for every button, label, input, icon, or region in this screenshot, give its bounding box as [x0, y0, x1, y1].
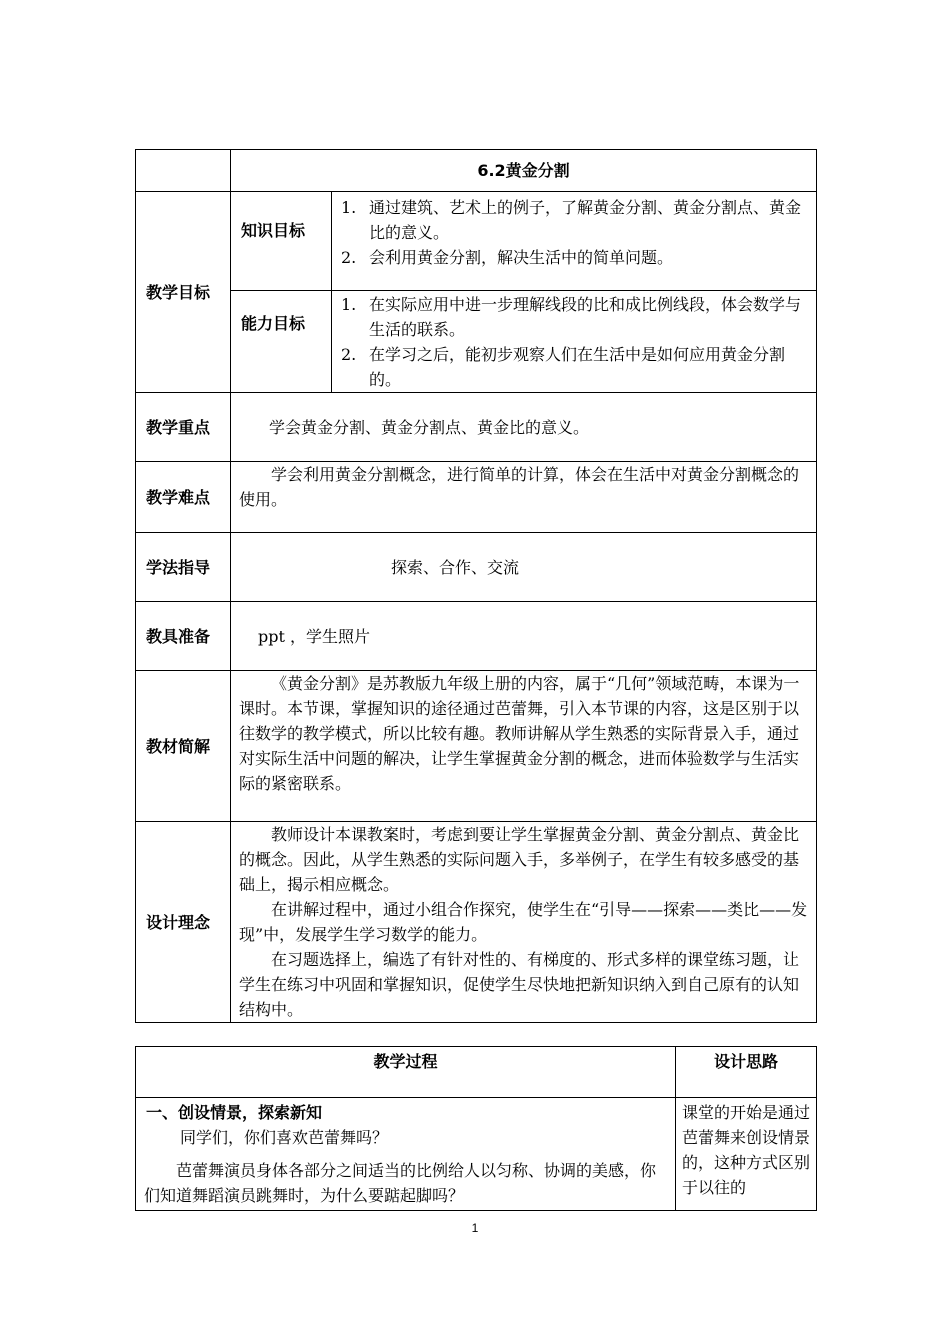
section-title: 一、创设情景，探索新知	[146, 1103, 323, 1122]
ability-objective-label: 能力目标	[231, 291, 332, 393]
difficulty-label: 教学难点	[136, 462, 231, 533]
knowledge-objective-label: 知识目标	[231, 192, 332, 291]
list-item: 2. 在学习之后，能初步观察人们在生活中是如何应用黄金分割的。	[341, 345, 786, 389]
list-item: 1. 通过建筑、艺术上的例子，了解黄金分割、黄金分割点、黄金比的意义。	[341, 198, 802, 242]
tools-label: 教具准备	[136, 602, 231, 671]
objectives-label: 教学目标	[136, 192, 231, 393]
difficulty-text: 学会利用黄金分割概念，进行简单的计算，体会在生活中对黄金分割概念的使用。	[239, 465, 800, 509]
material-cell	[231, 671, 817, 822]
lesson-title: 6.2黄金分割	[231, 150, 817, 192]
design-note: 课堂的开始是通过芭蕾舞来创设情景的，这种方式区别于以往的	[676, 1098, 817, 1211]
material-text: 《黄金分割》是苏教版九年级上册的内容，属于“几何”领域范畴，本课为一课时。本节课，掌握知识的途径通过芭蕾舞，引入本节课的内容，这是区别于以往数学的教学模式，所以比较有趣。教师讲解从学生熟悉的实际背景入手，通过对实际生活中问题的解决，让学生掌握黄金分割的概念，进而体验数学与生活实际的紧密联系。	[239, 674, 800, 793]
design-paragraph: 在习题选择上，编选了有针对性的、有梯度的、形式多样的课堂练习题，让学生在练习中巩固和掌握知识，促使学生尽快地把新知识纳入到自己原有的认知结构中。	[239, 950, 800, 1019]
ability-objectives	[332, 291, 817, 393]
key-point-text: 学会黄金分割、黄金分割点、黄金比的意义。	[231, 393, 817, 462]
design-cell	[231, 822, 817, 1023]
process-paragraph: 芭蕾舞演员身体各部分之间适当的比例给人以匀称、协调的美感，你们知道舞蹈演员跳舞时，为什么要踮起脚吗？	[144, 1161, 657, 1205]
knowledge-objectives	[332, 192, 817, 291]
difficulty-cell	[231, 462, 817, 533]
design-paragraph: 教师设计本课教案时，考虑到要让学生掌握黄金分割、黄金分割点、黄金比的概念。因此，从学生熟悉的实际问题入手，多举例子，在学生有较多感受的基础上，揭示相应概念。	[239, 825, 800, 894]
process-paragraph: 同学们，你们喜欢芭蕾舞吗？	[180, 1128, 389, 1147]
tools-text: ppt ，学生照片	[231, 602, 817, 671]
design-paragraph: 在讲解过程中，通过小组合作探究，使学生在“引导——探索——类比——发现”中，发展学生学习数学的能力。	[239, 900, 808, 944]
design-label: 设计理念	[136, 822, 231, 1023]
lesson-table	[135, 149, 817, 1023]
key-point-label: 教学重点	[136, 393, 231, 462]
list-item: 1. 在实际应用中进一步理解线段的比和成比例线段，体会数学与生活的联系。	[341, 295, 802, 339]
process-header: 教学过程	[136, 1047, 676, 1098]
design-header: 设计思路	[676, 1047, 817, 1098]
method-label: 学法指导	[136, 533, 231, 602]
process-content	[136, 1098, 676, 1211]
material-label: 教材简解	[136, 671, 231, 822]
process-table	[135, 1046, 817, 1211]
list-item: 2. 会利用黄金分割，解决生活中的简单问题。	[341, 248, 674, 267]
page-number: 1	[471, 1221, 479, 1235]
title-blank-cell	[136, 150, 231, 192]
method-text: 探索、合作、交流	[231, 533, 817, 602]
